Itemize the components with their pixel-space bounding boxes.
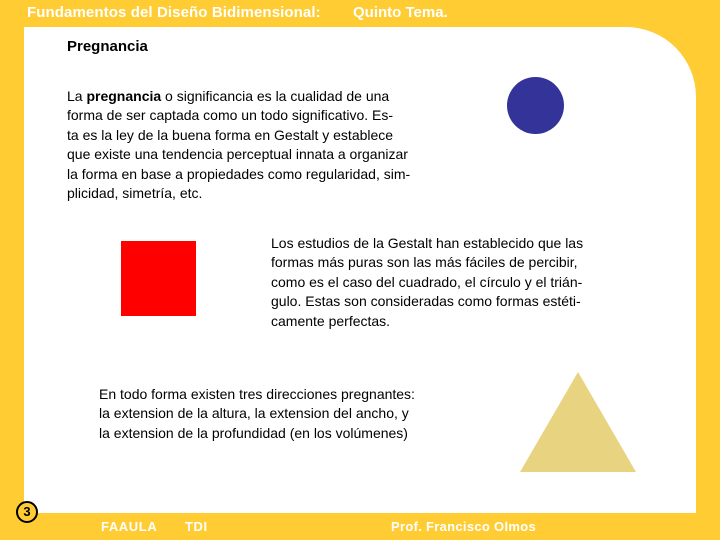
paragraph-line: que existe una tendencia perceptual innata a organizar (67, 146, 408, 163)
header-title: Fundamentos del Diseño Bidimensional: (27, 4, 321, 21)
paragraph-line: la extension de la profundidad (en los volúmenes) (99, 424, 408, 441)
paragraph-line: la forma en base a propiedades como regularidad, sim- (67, 165, 411, 182)
header-topic: Quinto Tema. (353, 4, 448, 21)
paragraph-pregnancia (67, 87, 410, 203)
paragraph-text: o significancia es la cualidad de una (161, 88, 390, 104)
paragraph-line: En todo forma existen tres direcciones pregnantes: (99, 386, 415, 402)
blue-circle-shape (507, 77, 564, 134)
slide-heading: Pregnancia (67, 38, 148, 55)
footer-professor: Prof. Francisco Olmos (391, 519, 537, 534)
paragraph-line (67, 87, 410, 106)
paragraph-text: La (67, 88, 87, 104)
red-square-shape (121, 241, 196, 316)
page-number-badge: 3 (16, 501, 38, 523)
paragraph-line: formas más puras son las más fáciles de percibir, (271, 254, 578, 271)
paragraph-line: Los estudios de la Gestalt han establecido que las (271, 235, 584, 251)
footer-school: FAAULA (101, 519, 158, 534)
footer-course: TDI (185, 519, 208, 534)
triangle-polygon (520, 372, 636, 472)
paragraph-line: la extension de la altura, la extension del ancho, y (99, 405, 409, 422)
paragraph-line: camente perfectas. (271, 312, 391, 329)
paragraph-line: ta es la ley de la buena forma en Gestalt y establece (67, 126, 394, 143)
paragraph-directions (99, 385, 415, 443)
paragraph-line: gulo. Estas son consideradas como formas estéti- (271, 293, 581, 310)
paragraph-line: plicidad, simetría, etc. (67, 185, 203, 202)
paragraph-line: como es el caso del cuadrado, el círculo y el trián- (271, 273, 583, 290)
paragraph-line: forma de ser captada como un todo significativo. Es- (67, 107, 394, 124)
yellow-triangle-shape (520, 372, 636, 472)
keyword-pregnancia: pregnancia (86, 88, 162, 104)
paragraph-gestalt (271, 234, 583, 331)
